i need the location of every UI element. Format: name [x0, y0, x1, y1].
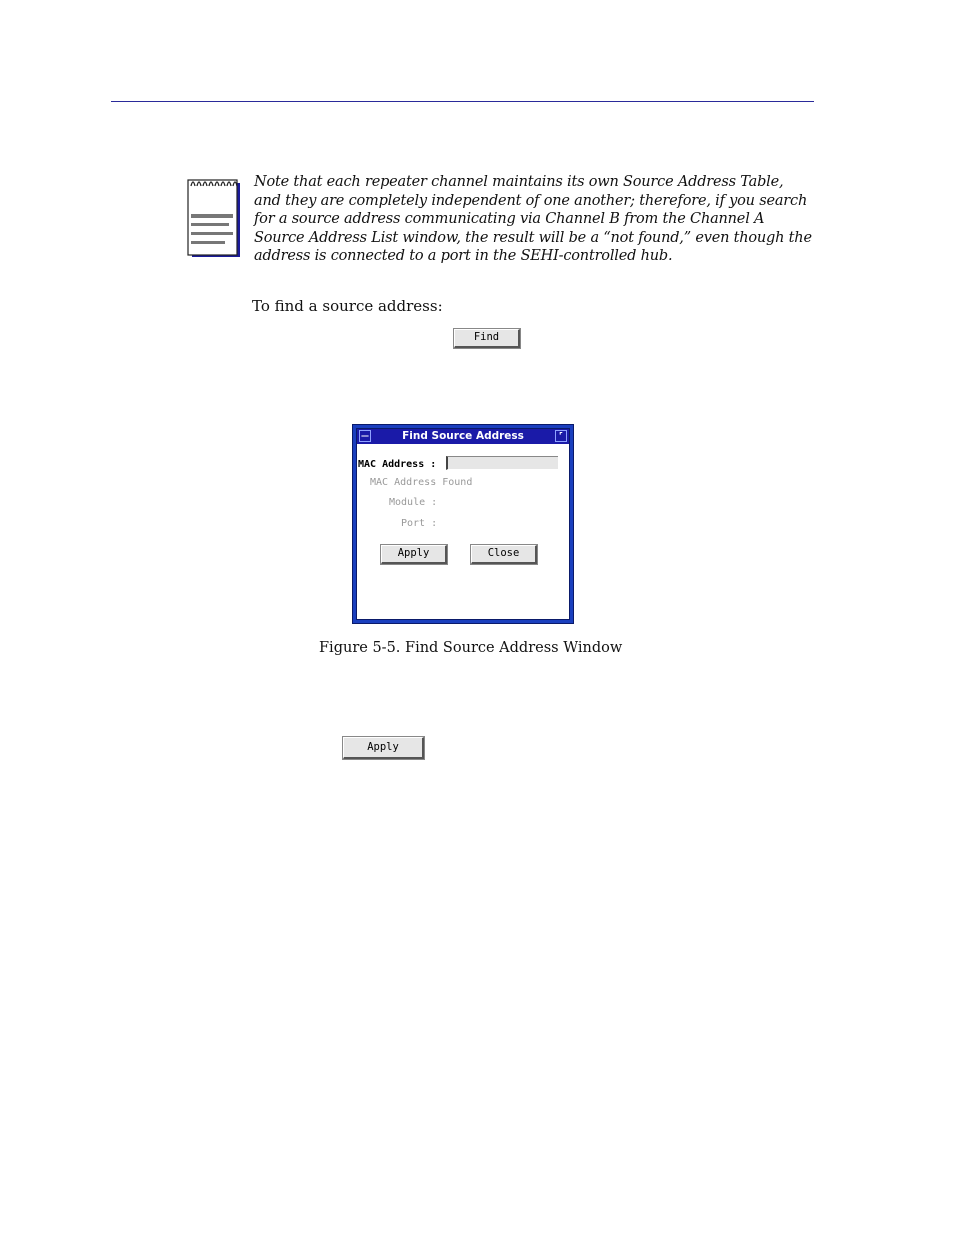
dialog-title: Find Source Address — [402, 430, 524, 442]
header-rule — [111, 101, 814, 102]
figure-caption: Figure 5-5. Find Source Address Window — [319, 640, 623, 656]
dialog-body — [356, 428, 570, 620]
find-button[interactable]: Find — [454, 329, 520, 348]
step-intro: To find a source address: — [252, 297, 443, 315]
dialog-titlebar[interactable] — [357, 429, 569, 444]
port-label: Port : — [401, 518, 438, 529]
dialog-apply-button[interactable]: Apply — [381, 545, 447, 564]
dialog-close-button[interactable]: Close — [471, 545, 537, 564]
module-label: Module : — [389, 497, 438, 508]
mac-address-label: MAC Address : — [358, 459, 437, 470]
resize-icon[interactable]: ⌜ — [555, 430, 567, 442]
note-text: Note that each repeater channel maintains its own Source Address Table, and they are completely independent of one another; therefore, if you search for a source address communicating via Channel B from the Channel A Source Address List window, the result will be a “not found,” even though the address is connected to a port in the SEHI-controlled hub. — [254, 174, 812, 265]
find-source-address-window — [352, 424, 574, 624]
notepad-icon — [187, 177, 243, 259]
mac-address-input[interactable] — [446, 456, 558, 470]
apply-button[interactable]: Apply — [343, 737, 424, 759]
window-menu-icon[interactable]: — — [361, 431, 369, 440]
mac-address-found-label: MAC Address Found — [370, 477, 473, 488]
